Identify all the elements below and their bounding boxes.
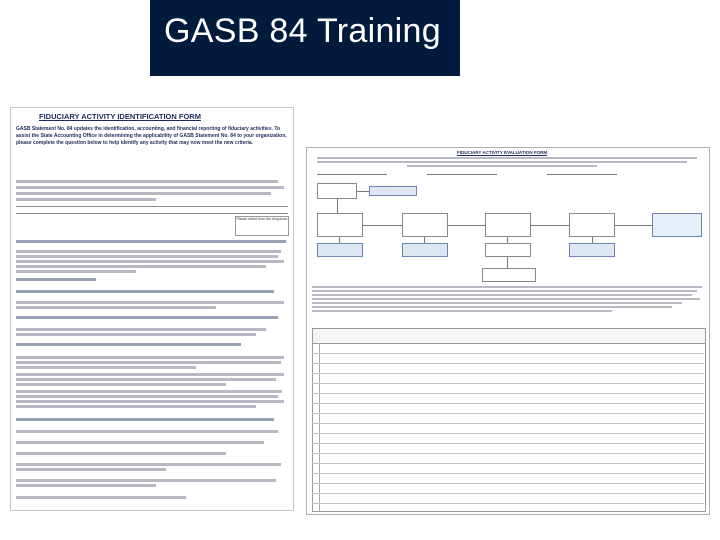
evaluation-table (312, 328, 706, 512)
evaluation-form-image (306, 147, 710, 515)
activity-section-bar (16, 206, 288, 214)
identification-form-image (10, 107, 294, 511)
respondent-dropdown-box: Please select from the dropdown (235, 216, 289, 236)
evaluation-table-divider (319, 343, 320, 511)
slide-title: GASB 84 Training (164, 12, 441, 50)
title-band-right (460, 0, 720, 76)
evaluation-table-header (313, 329, 705, 344)
identification-form-title: FIDUCIARY ACTIVITY IDENTIFICATION FORM (39, 112, 201, 121)
evaluation-form-title: FIDUCIARY ACTIVITY EVALUATION FORM (457, 150, 548, 155)
slide-header (0, 0, 720, 78)
identification-form-intro: GASB Statement No. 84 updates the identification, accounting, and financial reporting of fiduciary activities. To assist the State Accounting Office in determining the applicability of GASB Statement No. 84 to your organization, please complete the question below to help identify any activity that may now meet the new criteria. (16, 126, 287, 146)
